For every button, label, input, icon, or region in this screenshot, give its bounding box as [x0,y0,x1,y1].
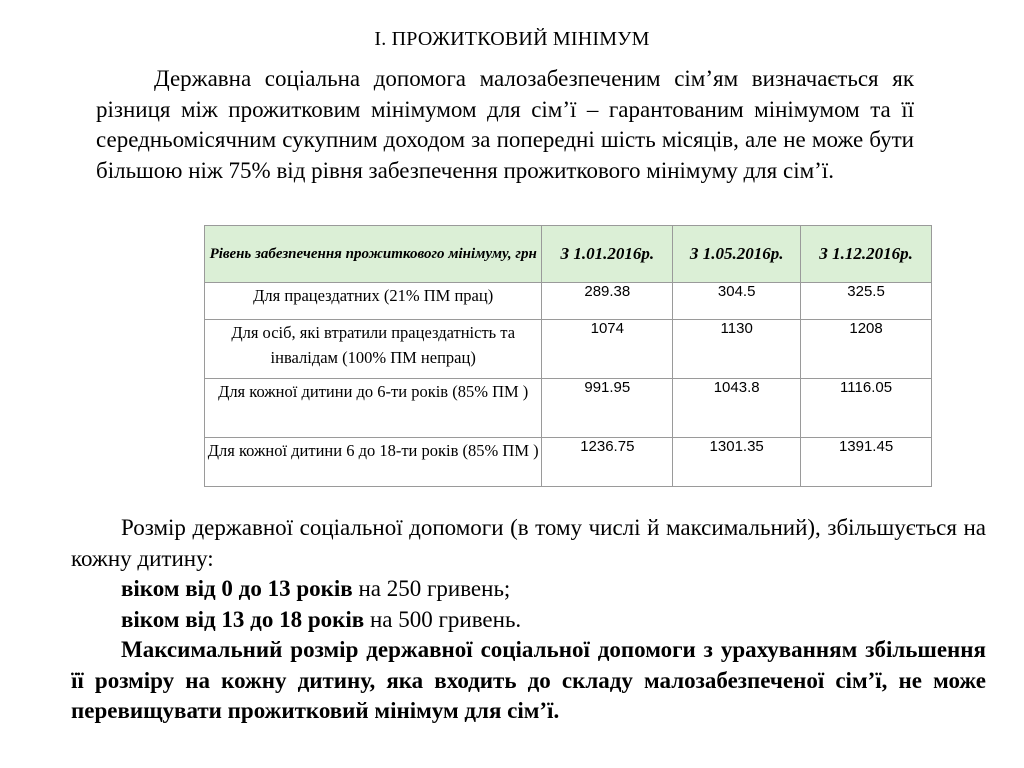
row-value: 1116.05 [801,379,932,438]
row-value: 304.5 [673,283,801,320]
amount-250: на 250 гривень; [352,576,511,601]
age-range-0-13: віком від 0 до 13 років [121,576,353,601]
conclusion-paragraph: Максимальний розмір державної соціальної допомоги з урахуванням збільшення її розміру на кожну дитину, яка входить до складу малозабезпеченої сім’ї, не може перевищувати прожитковий мінімум для сім’ї. [71,637,986,723]
row-label: Для осіб, які втратили працездатність та інвалідам (100% ПМ непрац) [205,320,542,379]
row-value: 1301.35 [673,438,801,487]
increase-line-1 [71,574,986,605]
header-date-1: З 1.01.2016р. [542,226,673,283]
row-value: 991.95 [542,379,673,438]
age-range-13-18: віком від 13 до 18 років [121,606,365,632]
amount-500: на 500 гривень. [364,606,522,632]
table-header-row [205,226,932,283]
increase-section [71,513,986,727]
row-value: 325.5 [801,283,932,320]
table-row [205,320,932,379]
increase-intro: Розмір державної соціальної допомоги (в тому числі й максимальний), збільшується на кожну дитину: [71,515,986,571]
row-value: 1236.75 [542,438,673,487]
table-row [205,379,932,438]
row-label: Для кожної дитини до 6-ти років (85% ПМ ) [205,379,542,438]
row-label: Для кожної дитини 6 до 18-ти років (85% ПМ ) [205,438,542,487]
increase-line-2 [71,605,986,636]
row-label: Для працездатних (21% ПМ прац) [205,283,542,320]
header-date-2: З 1.05.2016р. [673,226,801,283]
row-value: 1130 [673,320,801,379]
row-value: 1074 [542,320,673,379]
row-value: 289.38 [542,283,673,320]
subsistence-table [204,225,932,487]
table-row [205,438,932,487]
table-row [205,283,932,320]
header-date-3: З 1.12.2016р. [801,226,932,283]
section-title: І. ПРОЖИТКОВИЙ МІНІМУМ [374,28,650,50]
row-value: 1208 [801,320,932,379]
header-level: Рівень забезпечення прожиткового мінімуму, грн [205,226,542,283]
row-value: 1391.45 [801,438,932,487]
intro-paragraph: Державна соціальна допомога малозабезпеченим сім’ям визначається як різниця між прожитковим мінімумом для сім’ї – гарантованим мінімумом та її середньомісячним сукупним доходом за попередні шість місяців, але не може бути більшою ніж 75% від рівня забезпечення прожиткового мінімуму для сім’ї. [96,66,914,183]
row-value: 1043.8 [673,379,801,438]
